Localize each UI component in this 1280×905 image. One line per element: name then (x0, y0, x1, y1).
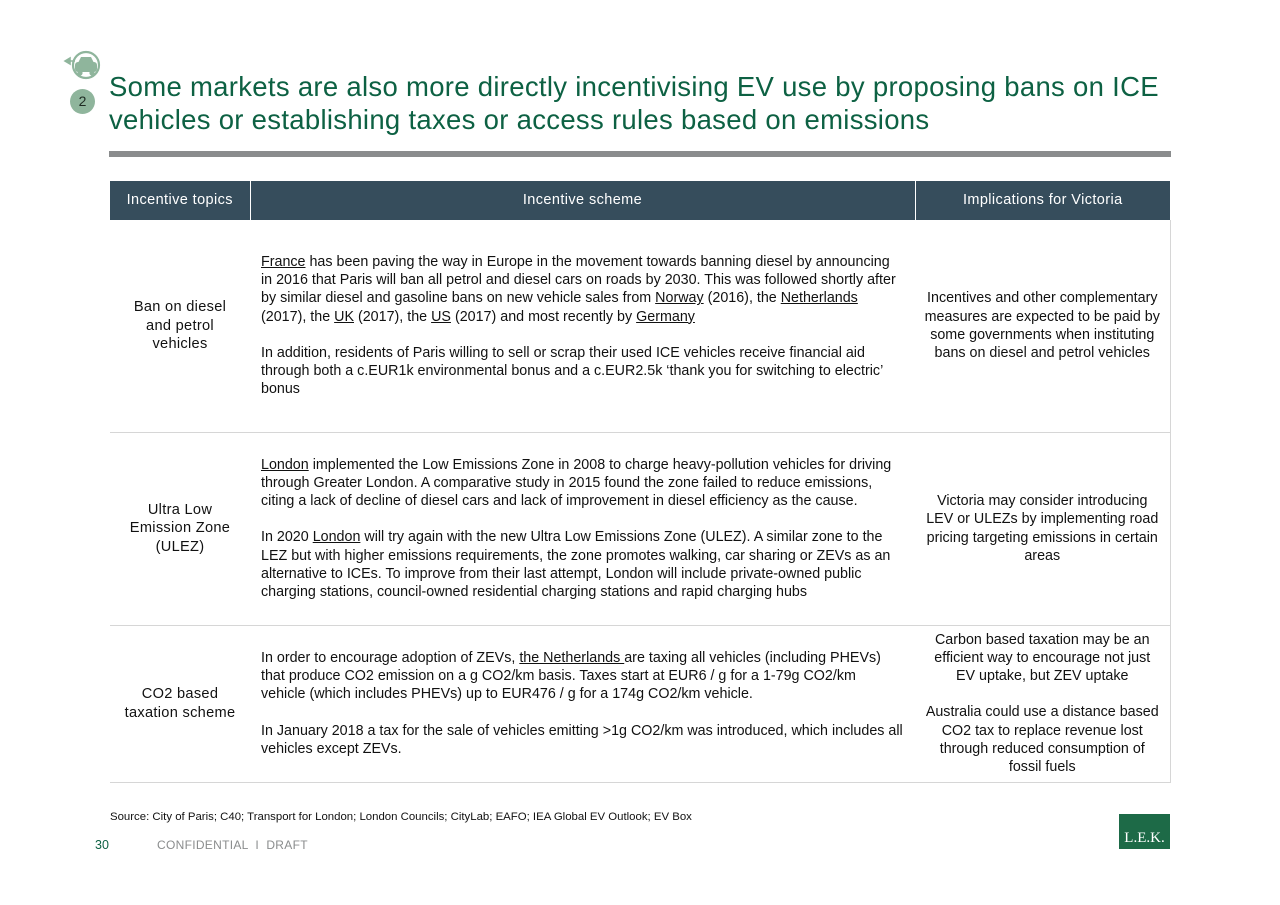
scheme-paragraph: In addition, residents of Paris willing to sell or scrap their used ICE vehicles receive financial aid through both a c.EUR1k environmental bonus and a c.EUR2.5k ‘thank you for switching to electric’ bonus (261, 344, 883, 398)
country-link[interactable]: US (431, 308, 451, 325)
scheme-text: (2016), the (703, 290, 781, 307)
table-row (110, 625, 1170, 782)
scheme-paragraph (261, 456, 903, 511)
scheme-text: has been paving the way in Europe in the movement towards banning diesel by announcing in 2016 that Paris will ban all petrol and diesel cars on roads by 2030. This was followed shortly after by similar diesel and gasoline bans on new vehicle sales from (261, 254, 896, 307)
scheme-text: implemented the Low Emissions Zone in 2008 to charge heavy-pollution vehicles for driving through Greater London. A comparative study in 2015 found the zone failed to reduce emissions, citing a lack of decline of diesel cars and lack of improvement in diesel efficiency as the cause. (261, 456, 892, 510)
scheme-text: (2017), the (261, 308, 335, 325)
scheme-cell (250, 625, 915, 782)
scheme-cell (250, 432, 915, 625)
page-title: Some markets are also more directly incentivising EV use by proposing bans on ICE vehicles or establishing taxes or access rules based on emissions (109, 71, 1159, 135)
implications-cell (915, 625, 1170, 782)
table-row (110, 220, 1170, 432)
column-header: Implications for Victoria (915, 181, 1170, 220)
country-link[interactable]: Germany (636, 308, 695, 325)
scheme-text: will try again with the new Ultra Low Emissions Zone (ULEZ). A similar zone to the LEZ but with higher emissions requirements, the zone promotes walking, car sharing or ZEVs as an alternative to ICEs. To improve from their last attempt, London will include private-owned public charging stations, council-owned residential charging stations and rapid charging hubs (261, 529, 891, 600)
confidentiality-label: CONFIDENTIAL I DRAFT (157, 838, 308, 852)
implication-text: Victoria may consider introducing LEV or ULEZs by implementing road pricing targeting emissions in certain areas (926, 493, 1159, 564)
scheme-cell (250, 220, 915, 432)
table-row (110, 432, 1170, 625)
scheme-text: are taxing all vehicles (including PHEVs) that produce CO2 emission on a g CO2/km basis. Taxes start at EUR6 / g for a 1-79g CO2/km vehicle (which includes PHEVs) up to EUR476 / g for a 174g CO2/km vehicle. (261, 649, 881, 703)
page-number: 30 (95, 838, 109, 852)
column-header: Incentive scheme (250, 181, 915, 220)
scheme-text: (2017), the (354, 308, 432, 325)
table-header-row (110, 181, 1170, 220)
source-note: Source: City of Paris; C40; Transport for London; London Councils; CityLab; EAFO; IEA Global EV Outlook; EV Box (110, 811, 692, 823)
country-link[interactable]: France (261, 254, 306, 271)
section-number-badge: 2 (70, 89, 95, 114)
implications-cell (915, 220, 1170, 432)
scheme-text: In 2020 (261, 529, 313, 546)
scheme-text: (2017) and most recently by (450, 308, 637, 325)
country-link[interactable]: Norway (655, 290, 704, 307)
title-divider (109, 151, 1171, 157)
country-link[interactable]: the Netherlands (519, 649, 625, 666)
scheme-paragraph: In January 2018 a tax for the sale of vehicles emitting >1g CO2/km was introduced, which includes all vehicles except ZEVs. (261, 722, 903, 757)
scheme-text: In order to encourage adoption of ZEVs, (261, 649, 520, 666)
scheme-paragraph (261, 528, 903, 601)
incentives-table (110, 181, 1171, 783)
topic-cell: Ultra Low Emission Zone (ULEZ) (110, 432, 250, 625)
lek-logo: L.E.K. (1119, 814, 1170, 849)
implication-text: Carbon based taxation may be an efficient way to encourage not just EV uptake, but ZEV uptake (934, 631, 1151, 685)
implication-text: Incentives and other complementary measures are expected to be paid by some governments when instituting bans on diesel and petrol vehicles (924, 290, 1160, 361)
country-link[interactable]: UK (334, 308, 354, 325)
topic-cell: CO2 based taxation scheme (110, 625, 250, 782)
ev-car-icon (63, 48, 103, 84)
scheme-paragraph (261, 253, 903, 326)
city-link[interactable]: London (312, 529, 361, 546)
country-link[interactable]: Netherlands (780, 290, 858, 307)
implication-text: Australia could use a distance based CO2 tax to replace revenue lost through reduced consumption of fossil fuels (925, 704, 1159, 775)
topic-cell: Ban on diesel and petrol vehicles (110, 220, 250, 432)
column-header: Incentive topics (110, 181, 250, 220)
city-link[interactable]: London (261, 456, 309, 473)
scheme-paragraph (261, 649, 903, 704)
implications-cell (915, 432, 1170, 625)
